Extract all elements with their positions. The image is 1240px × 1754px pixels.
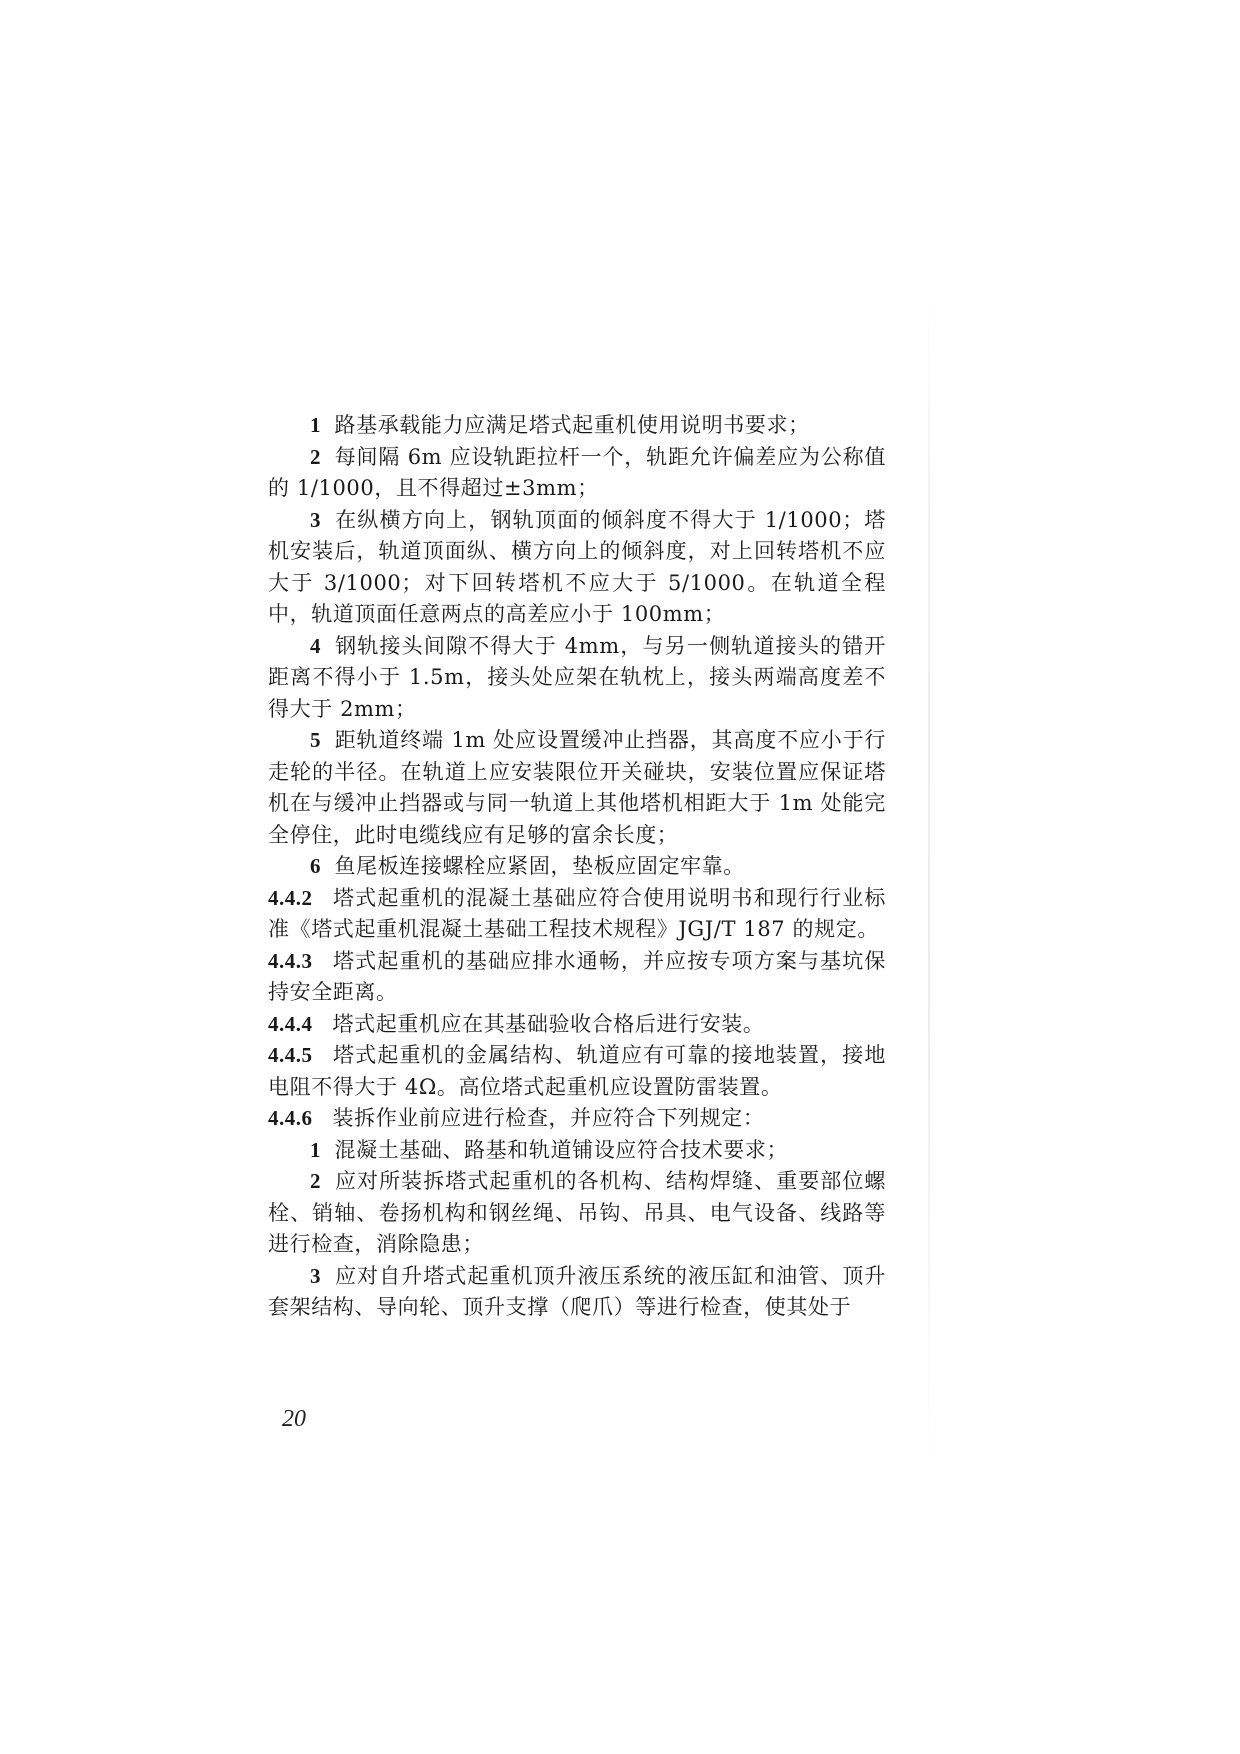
clause-number: 4.4.6: [268, 1106, 313, 1130]
item-number: 6: [310, 854, 321, 878]
clause-number: 4.4.5: [268, 1043, 313, 1067]
list-item: [268, 442, 886, 505]
item-number: 5: [310, 728, 321, 752]
item-text: 应对自升塔式起重机顶升液压系统的液压缸和油管、顶升套架结构、导向轮、顶升支撑（爬爪）等进行检查，使其处于: [268, 1263, 886, 1319]
clause-4-4-5: [268, 1040, 886, 1103]
clause-text: 塔式起重机的基础应排水通畅，并应按专项方案与基坑保持安全距离。: [268, 948, 886, 1004]
page-edge-shadow: [928, 290, 930, 1470]
item-text: 鱼尾板连接螺栓应紧固，垫板应固定牢靠。: [334, 854, 745, 878]
item-number: 1: [310, 1137, 321, 1162]
item-text: 每间隔 6m 应设轨距拉杆一个，轨距允许偏差应为公称值的 1/1000，且不得超过±3mm；: [268, 444, 886, 500]
item-text: 钢轨接头间隙不得大于 4mm，与另一侧轨道接头的错开距离不得小于 1.5m，接头处应架在轨枕上，接头两端高度差不得大于 2mm；: [268, 633, 886, 721]
item-number: 2: [310, 444, 321, 469]
document-body: [268, 410, 886, 1324]
clause-text: 塔式起重机应在其基础验收合格后进行安装。: [332, 1011, 765, 1036]
list-item: [268, 851, 886, 883]
item-number: 1: [310, 413, 321, 437]
clause-number: 4.4.2: [268, 885, 313, 910]
clause-4-4-2: [268, 883, 886, 946]
item-number: 3: [310, 507, 321, 532]
list-item: [268, 505, 886, 631]
list-item: [268, 631, 886, 726]
list-item: [268, 725, 886, 851]
clause-4-4-3: [268, 946, 886, 1009]
clause-text: 塔式起重机的金属结构、轨道应有可靠的接地装置，接地电阻不得大于 4Ω。高位塔式起重机应设置防雷装置。: [268, 1043, 886, 1099]
clause-4-4-6: [268, 1103, 886, 1135]
list-item: [268, 1166, 886, 1261]
item-number: 4: [310, 633, 321, 658]
list-item: [268, 410, 886, 442]
item-text: 路基承载能力应满足塔式起重机使用说明书要求；: [334, 413, 810, 437]
list-item: [268, 1135, 886, 1167]
clause-text: 塔式起重机的混凝土基础应符合使用说明书和现行行业标准《塔式起重机混凝土基础工程技术规程》JGJ/T 187 的规定。: [268, 885, 886, 941]
clause-text: 装拆作业前应进行检查，并应符合下列规定：: [332, 1106, 765, 1130]
clause-4-4-4: [268, 1009, 886, 1041]
item-number: 3: [310, 1263, 321, 1288]
item-text: 在纵横方向上，钢轨顶面的倾斜度不得大于 1/1000；塔机安装后，轨道顶面纵、横方向上的倾斜度，对上回转塔机不应大于 3/1000；对下回转塔机不应大于 5/1000。在轨道全程中，轨道顶面任意两点的高差应小于 100mm；: [268, 507, 886, 626]
item-number: 2: [310, 1169, 321, 1193]
clause-number: 4.4.3: [268, 948, 313, 973]
page-number: 20: [282, 1406, 306, 1432]
item-text: 混凝土基础、路基和轨道铺设应符合技术要求；: [334, 1137, 789, 1162]
list-item: [268, 1261, 886, 1324]
item-text: 应对所装拆塔式起重机的各机构、结构焊缝、重要部位螺栓、销轴、卷扬机构和钢丝绳、吊钩、吊具、电气设备、线路等进行检查，消除隐患；: [268, 1169, 886, 1256]
item-text: 距轨道终端 1m 处应设置缓冲止挡器，其高度不应小于行走轮的半径。在轨道上应安装限位开关碰块，安装位置应保证塔机在与缓冲止挡器或与同一轨道上其他塔机相距大于 1m 处能完全停住，此时电缆线应有足够的富余长度；: [268, 728, 886, 847]
clause-number: 4.4.4: [268, 1011, 313, 1036]
